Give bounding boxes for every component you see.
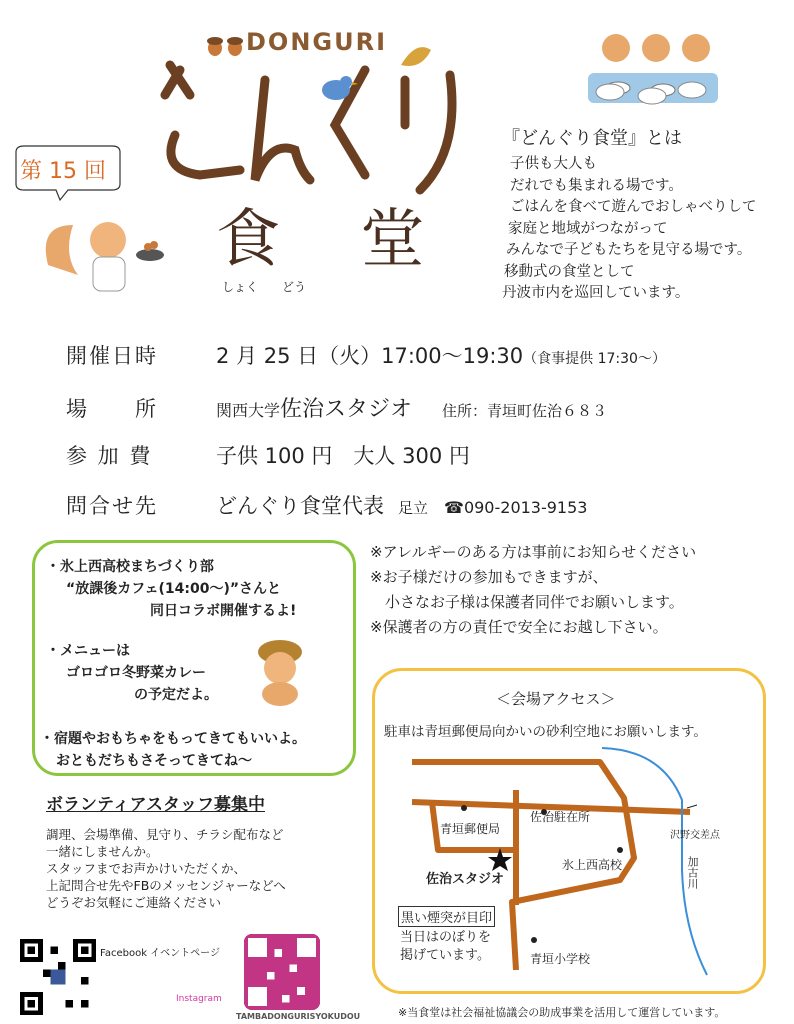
edition-badge: 第 15 回	[20, 159, 106, 184]
volunteer-line: 調理、会場準備、見守り、チラシ配布など	[46, 827, 284, 842]
place-address: 住所：青垣町佐治６８３	[442, 402, 608, 420]
intro-line: 移動式の食堂として	[504, 263, 635, 280]
box-item: ・メニューは	[46, 643, 130, 659]
map-title: ＜会場アクセス＞	[496, 690, 616, 708]
date-row	[66, 340, 666, 370]
elementary-marker	[531, 937, 537, 943]
intro-body	[502, 154, 792, 305]
venue-label: 佐治スタジオ	[426, 872, 505, 887]
landmark-label: 黒い煙突が目印	[398, 906, 495, 927]
subtitle-text: 食 堂	[216, 203, 455, 277]
note-line: ※保護者の方の責任で安全にお越し下さい。	[370, 618, 668, 636]
volunteer-line: どうぞお気軽にご連絡ください	[46, 895, 222, 910]
note-line: ※アレルギーのある方は事前にお知らせください	[370, 543, 697, 561]
brand-logo: DONGURI	[246, 28, 388, 56]
post-office-label: 青垣郵便局	[440, 822, 501, 836]
facebook-label: Facebook イベントページ	[100, 948, 220, 959]
box-item: ゴロゴロ冬野菜カレー	[66, 665, 206, 681]
volunteer-line: スタッフまでお声かけいただくか、	[46, 861, 247, 876]
box-item: 同日コラボ開催するよ!	[150, 603, 297, 619]
crossing-label: 沢野交差点	[670, 830, 720, 841]
high-school-label: 氷上西高校	[562, 858, 623, 872]
contact-name: 足立	[398, 499, 429, 517]
instagram-handle: TAMBADONGURISYOKUDOU	[236, 1012, 361, 1021]
police-label: 佐治駐在所	[530, 810, 591, 824]
box-item: ・宿題やおもちゃをもってきてもいいよ。	[40, 731, 306, 747]
fee-label: 参 加 費	[66, 444, 153, 468]
intro-line: 家庭と地域がつながって	[508, 220, 668, 237]
place-value: 佐治スタジオ	[280, 397, 413, 422]
contact-row	[66, 490, 587, 520]
date-note: （食事提供 17:30〜）	[523, 351, 666, 367]
intro-line: だれでも集まれる場です。	[510, 177, 683, 194]
box-item: の予定だよ。	[134, 687, 218, 703]
intro-title: 『どんぐり食堂』とは	[502, 128, 682, 149]
acorn-squirrel-illustration	[250, 636, 310, 708]
facebook-qr-code[interactable]	[20, 938, 96, 1016]
contact-label: 問合せ先	[66, 494, 158, 518]
intro-section	[502, 124, 792, 305]
box-item: “放課後カフェ(14:00〜)”さんと	[66, 581, 282, 597]
post-office-marker	[461, 805, 467, 811]
parking-note: 駐車は青垣郵便局向かいの砂利空地にお願いします。	[384, 724, 707, 740]
fee-value: 子供 100 円 大人 300 円	[216, 444, 470, 468]
place-prefix: 関西大学	[216, 401, 281, 420]
banner-note: 当日はのぼりを	[400, 930, 492, 945]
place-row	[66, 392, 607, 423]
volunteer-title: ボランティアスタッフ募集中	[46, 795, 265, 815]
intro-line: ごはんを食べて遊んでおしゃべりして	[510, 199, 757, 215]
squirrel-cooking-illustration	[38, 205, 168, 300]
volunteer-line: 一緒にしませんか。	[46, 844, 159, 859]
intro-line: 子供も大人も	[510, 156, 597, 172]
volunteer-body	[46, 826, 346, 911]
elementary-label: 青垣小学校	[530, 952, 591, 966]
river-label: 加古川	[686, 856, 699, 889]
date-value: 2 月 25 日（火）17:00〜19:30	[216, 344, 524, 368]
box-item: ・氷上西高校まちづくり部	[46, 559, 214, 575]
subtitle-reading: しょく どう	[222, 280, 307, 294]
intro-line: 丹波市内を巡回しています。	[502, 285, 690, 301]
notes-section	[370, 540, 696, 640]
fee-row	[66, 440, 470, 470]
place-label: 場 所	[66, 397, 158, 421]
footer-note: ※当食堂は社会福祉協議会の助成事業を活用して運営しています。	[398, 1006, 726, 1019]
date-label: 開催日時	[66, 344, 158, 368]
banner-note: 掲げています。	[400, 948, 490, 963]
note-line: ※お子様だけの参加もできますが、	[370, 568, 608, 586]
box-item: おともだちもさそってきてね〜	[56, 753, 252, 769]
contact-value: どんぐり食堂代表	[216, 494, 384, 518]
school-marker	[617, 847, 623, 853]
instagram-label: Instagram	[176, 994, 222, 1004]
bird-icon	[314, 70, 360, 106]
leaf-icon	[396, 40, 436, 70]
volunteer-line: 上記問合せ先やFBのメッセンジャーなどへ	[46, 878, 286, 893]
instagram-qr-code[interactable]	[244, 934, 320, 1010]
note-line: 小さなお子様は保護者同伴でお願いします。	[370, 593, 684, 611]
crossing-pointer	[687, 805, 697, 808]
intro-line: みんなで子どもたちを見守る場です。	[506, 242, 752, 258]
title-text	[150, 40, 154, 41]
contact-phone[interactable]: ☎090-2013-9153	[444, 498, 588, 517]
dishes-icon	[592, 70, 712, 108]
acorn-icon	[205, 30, 245, 60]
